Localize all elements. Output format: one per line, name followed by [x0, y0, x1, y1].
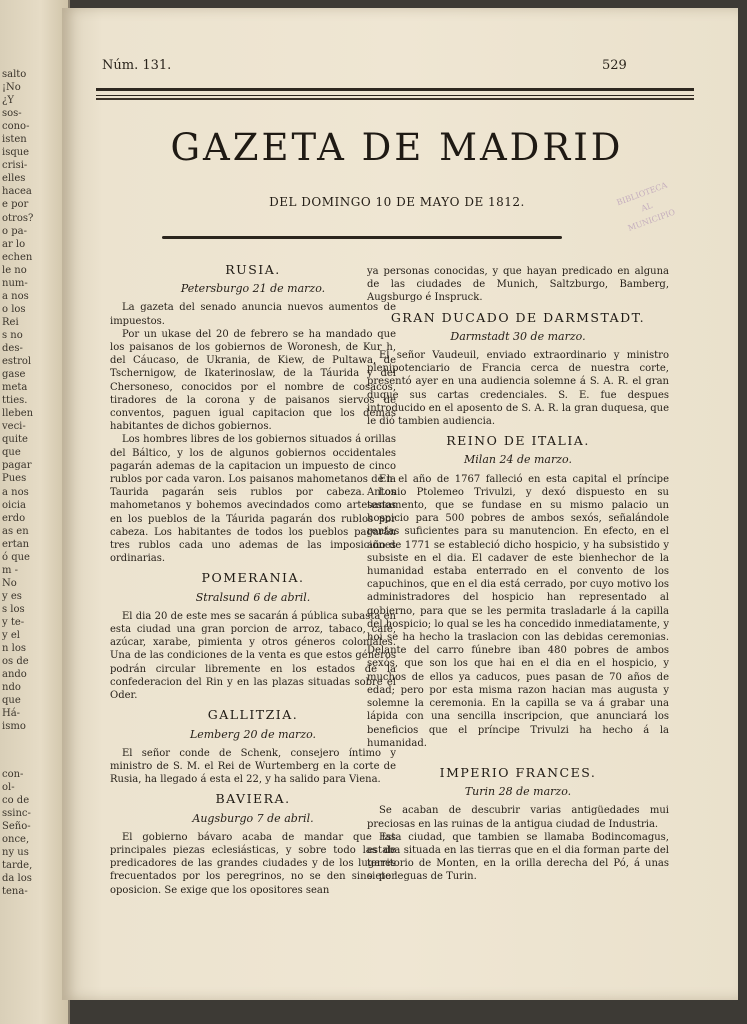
left-page-line: oicia — [2, 499, 26, 511]
left-page-line: ¡No — [2, 82, 21, 94]
left-page-line: hacea — [2, 186, 32, 198]
left-page-line: echen — [2, 251, 33, 263]
left-page-line: sos- — [2, 108, 22, 120]
left-page-line: os de — [2, 656, 29, 668]
left-page-line: salto — [2, 69, 27, 80]
left-page-line: e por — [2, 199, 29, 211]
dateline-turin: Turin 28 de marzo. — [464, 785, 572, 799]
left-page-line: Há- — [2, 708, 21, 720]
left-page-line: des- — [2, 342, 23, 354]
page-number: 529 — [602, 58, 627, 73]
left-page-line: veci- — [2, 421, 26, 433]
section-title-darmstadt: GRAN DUCADO DE DARMSTADT. — [390, 309, 646, 325]
article-paragraph: ya personas conocidas, y que hayan predicado en alguna de las ciudades de Munich, Saltzburgo, Bamberg, Augsburgo é Inspruck. — [367, 266, 669, 304]
left-page-line: ol- — [2, 782, 15, 794]
issue-number: Núm. 131. — [102, 58, 172, 73]
left-page-line: crisi- — [2, 160, 28, 172]
left-page-line: quite — [2, 434, 28, 446]
left-page-line: a nos — [2, 486, 29, 498]
issue-date: DEL DOMINGO 10 DE MAYO DE 1812. — [269, 195, 525, 209]
dateline-stralsund: Stralsund 6 de abril. — [195, 590, 311, 604]
article-paragraph: Esta ciudad, que tambien se llamaba Bodincomagus, estaba situada en las tierras que en el dia forman parte del territorio de Monten, en la orilla derecha del Pó, á unas siete leguas de Turin. — [367, 831, 669, 883]
left-page-line: y el — [2, 630, 20, 642]
left-page-line: meta — [2, 382, 28, 394]
left-page-line: ar lo — [2, 238, 26, 250]
left-page-line: y es — [2, 590, 22, 602]
left-page-line: a nos — [2, 290, 29, 302]
left-page-line: Rei — [2, 316, 19, 328]
left-page-line: le no — [2, 264, 27, 276]
masthead-title: GAZETA DE MADRID — [170, 126, 624, 169]
left-page-line: tties. — [2, 395, 28, 407]
left-page-line: ¿Y — [2, 95, 14, 107]
left-page-line: ismo — [2, 721, 26, 733]
left-page-line: o pa- — [2, 225, 27, 237]
left-page-line: Seño- — [2, 821, 31, 833]
top-rule — [96, 88, 694, 96]
article-paragraph: Los hombres libres de los gobiernos situados á orillas del Báltico, y los de algunos gobiernos occidentales pagarán ademas de la capitacion un impuesto de cinco rublos por cada varon. Los paisanos mahometanos de la Taurida pagarán seis rublos por cabeza. Los mahometanos y bohemos avecindados como artesanos en los pueblos de la Táurida pagarán dos rublos por cabeza. Los habitantes de todos los pueblos pagarán tres rublos cada uno ademas de las imposiciones ordinarias. — [110, 434, 396, 565]
left-page-line: ó que — [2, 551, 30, 563]
left-page-line: Pues — [2, 473, 27, 485]
article-paragraph: En el año de 1767 falleció en esta capital el príncipe Antonio Ptolemeo Trivulzi, y dexó dispuesto en su testamento, que se fundase en su mismo palacio un hospicio para 500 pobres de ambos sexós, señalándole rentas suficientes para su manutencion. En efecto, en el año de 1771 se estableció dicho hospicio, y ha subsistido y subsiste en el dia. El cadaver de este bienhechor de la humanidad estaba enterrado en el convento de los capuchinos, que en el dia está cerrado, por cuyo motivo los administradores del hospicio han representado al gobierno, para que se les permita trasladarle á la capilla del hospicio; lo qual se les ha concedido inmediatamente, y hoi se ha hecho la traslacion con las debidas ceremonias. Delante del carro fúnebre iban 480 pobres de ambos sexós, que son los que hai en el dia en el hospicio, y muchos de ellos ya caducos, pues pasan de 70 años de edad; pero por esta misma razon hacian mas augusta y solemne la ceremonia. En la capilla se va á grabar una lápida con una sencilla inscripcion, que anunciará los beneficios que el príncipe Trivulzi ha hecho á la humanidad. — [367, 473, 669, 749]
section-title-pomerania: POMERANIA. — [201, 570, 305, 586]
left-page-line: otros? — [2, 212, 34, 224]
left-page-line: tena- — [2, 886, 28, 898]
left-page-line: ny us — [2, 847, 29, 859]
left-page-line: da los — [2, 873, 32, 885]
left-page-line: y te- — [2, 616, 25, 628]
left-page-line: ertan — [2, 538, 30, 550]
left-page-line: erdo — [2, 512, 26, 524]
left-page-line: estrol — [2, 356, 32, 368]
dateline-lemberg: Lemberg 20 de marzo. — [189, 727, 317, 741]
left-page — [0, 0, 70, 1024]
left-page-line: elles — [2, 173, 26, 185]
newspaper-page — [62, 8, 738, 1000]
left-page-line: n los — [2, 643, 26, 655]
left-page-line: gase — [2, 369, 26, 381]
left-page-line: num- — [2, 277, 28, 289]
left-column — [110, 263, 396, 897]
top-rule-thin — [96, 98, 694, 100]
left-page-line: que — [2, 447, 21, 459]
section-title-gallitzia: GALLITZIA. — [207, 707, 299, 723]
left-page-line: cono- — [2, 121, 30, 133]
left-page-line: isten — [2, 134, 27, 146]
left-page-line: lleben — [2, 408, 34, 420]
left-page-line: No — [2, 577, 17, 589]
left-page-line: co de — [2, 795, 30, 807]
article-paragraph: El dia 20 de este mes se sacarán á pública subasta en esta ciudad una gran porcion de arroz, tabaco, café, azúcar, xarabe, pimienta y otros géneros coloniales. Una de las condiciones de la venta es que estos géneros podrán circular libremente en los estados de la confederacion del Rin y en las plazas situadas sobre el Oder. — [110, 610, 396, 702]
left-page-line: isque — [2, 147, 30, 159]
section-title-frances: IMPERIO FRANCES. — [439, 764, 597, 780]
left-page-line: tarde, — [2, 860, 33, 872]
dateline-augsburgo: Augsburgo 7 de abril. — [192, 811, 314, 825]
left-page-line: s los — [2, 603, 25, 615]
right-column — [367, 265, 669, 884]
section-title-italia: REINO DE ITALIA. — [446, 433, 590, 449]
left-page-line: once, — [2, 834, 30, 846]
section-title-rusia: RUSIA. — [225, 262, 281, 277]
left-page-line: que — [2, 695, 21, 707]
article-paragraph: Se acaban de descubrir varias antigüedades mui preciosas en las ruinas de la antigua ciudad de Industria. — [367, 805, 669, 830]
article-paragraph: Por un ukase del 20 de febrero se ha mandado que los paisanos de los gobiernos de Woronesh, de Kur h, del Cáucaso, de Ukrania, de Kiew, de Pultawa, de Tschernigow, de Ikaterinoslaw, de la Táurida y del Chersoneso, conocidos por el nombre de cosacos, tiradores de la corona y de paisanos siervos de conventos, paguen igual capitacion que los demas habitantes de dichos gobiernos. — [110, 328, 396, 433]
section-title-baviera: BAVIERA. — [215, 791, 291, 807]
header-divider — [162, 236, 562, 239]
library-stamp: BIBLIOTECA AL MUNICIPIO — [615, 180, 677, 233]
article-paragraph: El señor Vaudeuil, enviado extraordinario y ministro plenipotenciario de Francia cerca de nuestra corte, presentó ayer en una audiencia solemne á S. A. R. el gran duque sus cartas credenciales. S. E. fue despues introducido en el aposento de S. A. R. la gran duquesa, que le dió tambien audiencia. — [367, 350, 669, 428]
left-page-line: o los — [2, 303, 26, 315]
left-page-line: as en — [2, 525, 29, 537]
left-page-line: s no — [2, 329, 23, 341]
left-page-line: pagar — [2, 460, 32, 472]
left-page-line: ndo — [2, 682, 21, 694]
article-paragraph: El gobierno bávaro acaba de mandar que las principales piezas eclesiásticas, y sobre todo las de predicadores de las grandes ciudades y de los lugares frecuentados por los peregrinos, no se den sino por oposicion. Se exige que los opositores sean — [110, 831, 396, 896]
dateline-milan: Milan 24 de marzo. — [464, 453, 572, 467]
left-page-text-column — [2, 68, 34, 733]
dateline-darmstadt: Darmstadt 30 de marzo. — [450, 329, 586, 343]
left-page-line: m - — [2, 564, 19, 576]
article-paragraph: La gazeta del senado anuncia nuevos aumentos de impuestos. — [110, 302, 396, 327]
left-page-line: ssinc- — [2, 808, 31, 820]
left-page-text-column-lower — [2, 768, 33, 898]
left-page-line: ando — [2, 669, 27, 681]
article-paragraph: El señor conde de Schenk, consejero íntimo y ministro de S. M. el Rei de Wurtemberg en la corte de Rusia, ha llegado á esta el 22, y ha salido para Viena. — [110, 747, 396, 786]
left-page-line: con- — [2, 769, 24, 780]
dateline-petersburgo: Petersburgo 21 de marzo. — [180, 282, 326, 296]
